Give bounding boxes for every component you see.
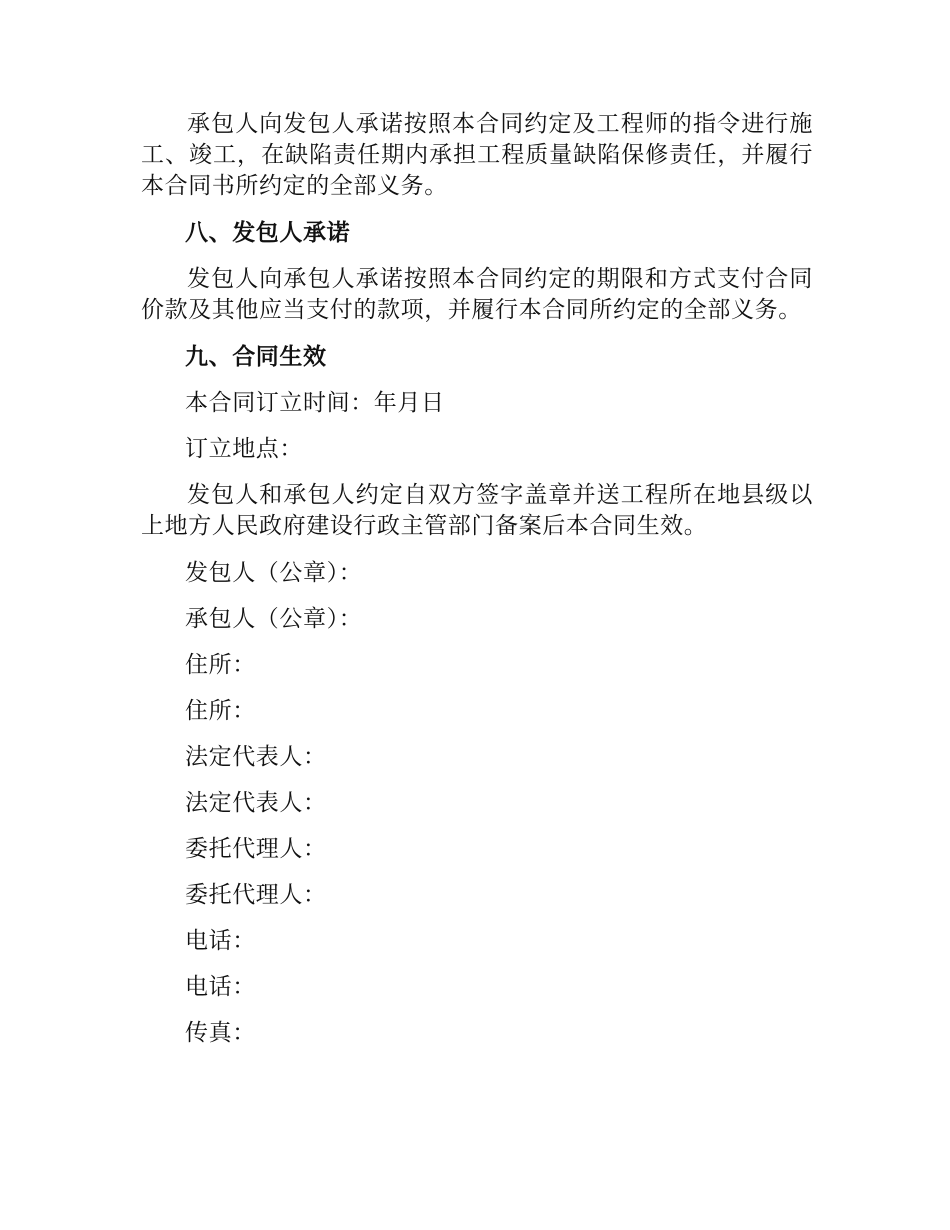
employer-address-line: 住所： (185, 652, 256, 678)
contractor-phone-line: 电话： (185, 974, 256, 1000)
paragraph-employer-promise: 发包人向承包人承诺按照本合同约定的期限和方式支付合同价款及其他应当支付的款项，并履行本合同所约定的全部义务。 (141, 266, 813, 323)
employer-agent-line: 委托代理人： (185, 836, 327, 862)
employer-seal-line: 发包人（公章）： (185, 560, 363, 586)
contractor-address-line: 住所： (185, 698, 256, 724)
signing-time-line: 本合同订立时间：年月日 (185, 390, 445, 416)
paragraph-contractor-promise: 承包人向发包人承诺按照本合同约定及工程师的指令进行施工、竣工，在缺陷责任期内承担工程质量缺陷保修责任，并履行本合同书所约定的全部义务。 (141, 111, 813, 199)
fax-line: 传真： (185, 1020, 256, 1046)
contractor-seal-line: 承包人（公章）： (185, 606, 363, 632)
paragraph-effective-condition: 发包人和承包人约定自双方签字盖章并送工程所在地县级以上地方人民政府建设行政主管部门备案后本合同生效。 (141, 482, 813, 539)
document-body (141, 109, 813, 1064)
section-heading-contract-effective: 九、合同生效 (185, 344, 327, 370)
contractor-legal-rep-line: 法定代表人： (185, 790, 327, 816)
contractor-agent-line: 委托代理人： (185, 882, 327, 908)
employer-phone-line: 电话： (185, 928, 256, 954)
section-heading-employer-promise: 八、发包人承诺 (185, 220, 351, 246)
employer-legal-rep-line: 法定代表人： (185, 744, 327, 770)
signing-place-line: 订立地点： (185, 436, 303, 462)
